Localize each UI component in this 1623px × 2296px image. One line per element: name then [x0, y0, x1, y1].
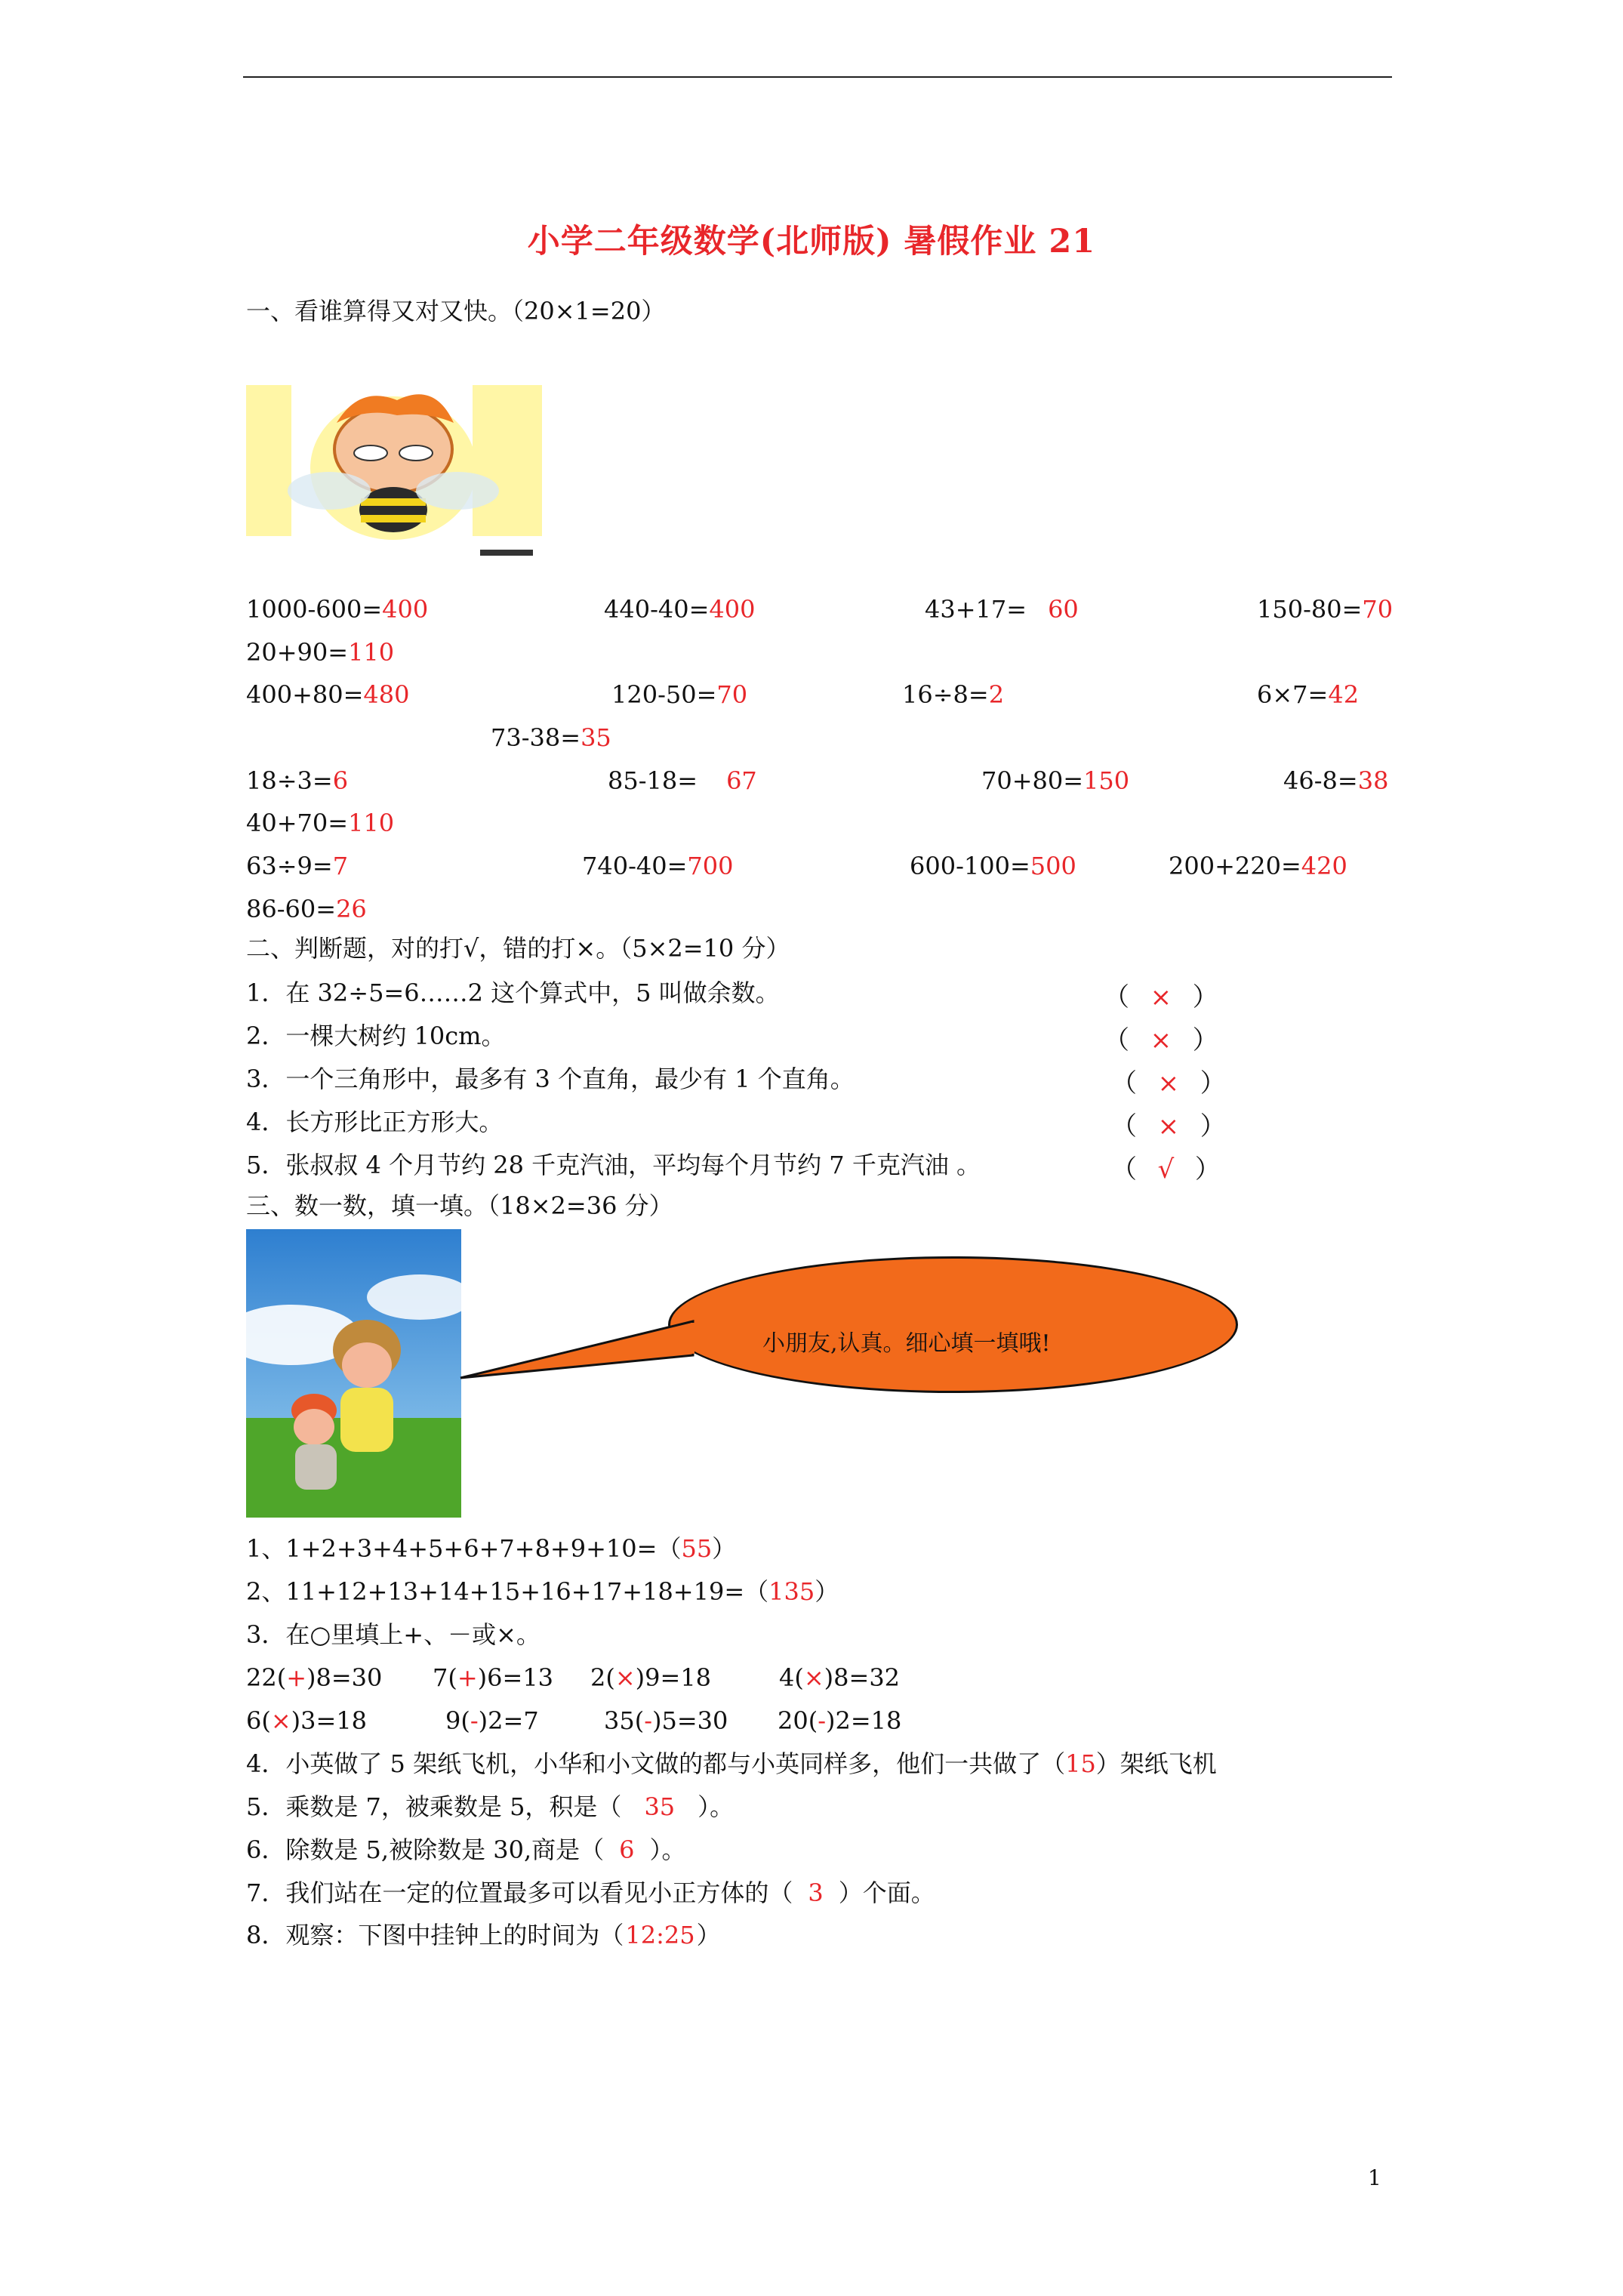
arith-problem [902, 680, 1004, 710]
fill-answer: 15 [1065, 1749, 1096, 1778]
arith-problem [246, 594, 428, 624]
problem-text: 18÷3= [246, 766, 333, 795]
answer-text: 700 [687, 852, 734, 880]
arith-problem [491, 723, 611, 753]
answer-text: 500 [1030, 852, 1076, 880]
fill-answer: 55 [681, 1534, 713, 1563]
problem-text: 43+17= [925, 595, 1027, 624]
answer-text: 35 [581, 723, 611, 752]
operator-answer: × [614, 1663, 636, 1692]
problem-text: 600-100= [910, 852, 1030, 880]
operator-problem: 9(-)2=7 [445, 1706, 539, 1735]
problem-text: 20+90= [246, 638, 349, 667]
arith-problem [582, 851, 734, 881]
arith-problem [608, 766, 757, 796]
judgment-mark: × [1150, 982, 1172, 1012]
problem-text: 86-60= [246, 895, 337, 923]
operator-problem: 20(-)2=18 [778, 1706, 902, 1735]
answer-text: 67 [726, 766, 757, 795]
fill-answer: 6 [619, 1835, 635, 1864]
operator-problem: 6(×)3=18 [246, 1706, 368, 1735]
arith-problem [1257, 680, 1359, 710]
answer-text: 400 [382, 595, 429, 624]
bee-cartoon-image [246, 378, 542, 561]
question-6: 6．除数是 5,被除数是 30,商是（ 6 ）。 [246, 1835, 686, 1864]
operator-answer: - [818, 1706, 827, 1735]
arith-problem [246, 680, 410, 710]
speech-bubble-text: 小朋友,认真。细心填一填哦! [762, 1330, 1051, 1357]
section1-heading: 一、看谁算得又对又快。（20×1=20） [246, 297, 666, 325]
problem-text: 63÷9= [246, 852, 333, 880]
arith-problem [611, 680, 747, 710]
page-number: 1 [1368, 2165, 1381, 2190]
judgment-item: 1．在 32÷5=6……2 这个算式中，5 叫做余数。 [246, 978, 780, 1007]
operator-problem: 35(-)5=30 [604, 1706, 728, 1735]
arith-problem [604, 594, 756, 624]
arith-problem [1169, 851, 1347, 881]
problem-text: 46-8= [1283, 766, 1358, 795]
judgment-mark: √ [1157, 1154, 1175, 1185]
answer-text: 60 [1048, 595, 1079, 624]
section3-heading: 三、数一数，填一填。（18×2=36 分） [246, 1191, 673, 1220]
problem-text: 6×7= [1257, 680, 1329, 709]
fill-answer: 3 [808, 1878, 824, 1907]
answer-text: 7 [332, 852, 349, 880]
header-rule [243, 76, 1392, 78]
judgment-answer: （ √ ） [1111, 1154, 1221, 1185]
problem-text: 120-50= [611, 680, 717, 709]
answer-text: 420 [1301, 852, 1347, 880]
judgment-item: 4．长方形比正方形大。 [246, 1108, 504, 1136]
answer-text: 70 [1362, 595, 1394, 624]
problem-text: 73-38= [491, 723, 581, 752]
cartoon-kids-image [246, 1229, 461, 1518]
arith-problem [246, 808, 394, 838]
problem-text: 740-40= [582, 852, 688, 880]
answer-text: 480 [363, 680, 410, 709]
fill-answer: 135 [768, 1577, 815, 1606]
judgment-answer: （ × ） [1104, 1025, 1218, 1056]
operator-problem: 22(+)8=30 [246, 1663, 383, 1692]
judgment-mark: × [1150, 1025, 1172, 1056]
judgment-item: 3．一个三角形中，最多有 3 个直角，最少有 1 个直角。 [246, 1065, 855, 1093]
answer-text: 42 [1328, 680, 1360, 709]
problem-text: 440-40= [604, 595, 710, 624]
judgment-item: 5．张叔叔 4 个月节约 28 千克汽油，平均每个月节约 7 千克汽油 。 [246, 1151, 981, 1179]
question-3: 3．在○里填上+、－或×。 [246, 1620, 540, 1649]
arith-problem [1257, 594, 1393, 624]
arith-problem [981, 766, 1129, 796]
arith-problem [246, 851, 348, 881]
answer-text: 26 [336, 895, 367, 923]
operator-answer: × [270, 1706, 291, 1735]
arith-problem [1283, 766, 1388, 796]
question-5: 5．乘数是 7，被乘数是 5，积是（ 35 ）。 [246, 1792, 735, 1821]
arith-problem [925, 594, 1079, 624]
fill-answer: 35 [644, 1792, 676, 1821]
problem-text: 200+220= [1169, 852, 1301, 880]
problem-text: 40+70= [246, 809, 349, 837]
operator-answer: + [457, 1663, 478, 1692]
answer-text: 38 [1357, 766, 1389, 795]
arith-problem [246, 766, 348, 796]
judgment-item: 2．一棵大树约 10cm。 [246, 1022, 506, 1050]
operator-answer: + [286, 1663, 307, 1692]
answer-text: 110 [348, 809, 395, 837]
answer-text: 2 [988, 680, 1005, 709]
judgment-answer: （ × ） [1111, 1068, 1226, 1099]
answer-text: 400 [709, 595, 756, 624]
problem-text: 70+80= [981, 766, 1084, 795]
operator-answer: - [470, 1706, 479, 1735]
question-2: 2、11+12+13+14+15+16+17+18+19=（135） [246, 1577, 839, 1606]
arith-problem [246, 894, 367, 924]
judgment-answer: （ × ） [1111, 1111, 1226, 1142]
answer-text: 6 [332, 766, 349, 795]
question-7: 7．我们站在一定的位置最多可以看见小正方体的（ 3 ）个面。 [246, 1878, 935, 1907]
judgment-mark: × [1157, 1068, 1180, 1099]
question-1: 1、1+2+3+4+5+6+7+8+9+10=（55） [246, 1534, 737, 1563]
judgment-mark: × [1157, 1111, 1180, 1142]
question-8: 8．观察：下图中挂钟上的时间为（12:25） [246, 1921, 721, 1949]
problem-text: 1000-600= [246, 595, 383, 624]
page-title: 小学二年级数学(北师版) 暑假作业 21 [527, 223, 1096, 260]
question-4: 4．小英做了 5 架纸飞机，小华和小文做的都与小英同样多，他们一共做了（15）架纸飞机 [246, 1749, 1217, 1778]
fill-answer: 12:25 [625, 1921, 695, 1949]
problem-text: 85-18= [608, 766, 698, 795]
problem-text: 150-80= [1257, 595, 1363, 624]
answer-text: 150 [1083, 766, 1130, 795]
operator-problem: 7(+)6=13 [433, 1663, 554, 1692]
arith-problem [910, 851, 1076, 881]
problem-text: 16÷8= [902, 680, 989, 709]
operator-answer: × [803, 1663, 824, 1692]
section2-heading: 二、判断题，对的打√，错的打×。（5×2=10 分） [246, 934, 790, 963]
operator-problem: 4(×)8=32 [779, 1663, 901, 1692]
operator-answer: - [644, 1706, 653, 1735]
arith-problem [246, 637, 394, 667]
operator-problem: 2(×)9=18 [590, 1663, 712, 1692]
speech-bubble-tail [453, 1314, 694, 1382]
problem-text: 400+80= [246, 680, 364, 709]
answer-text: 110 [348, 638, 395, 667]
judgment-answer: （ × ） [1104, 982, 1218, 1012]
answer-text: 70 [716, 680, 748, 709]
